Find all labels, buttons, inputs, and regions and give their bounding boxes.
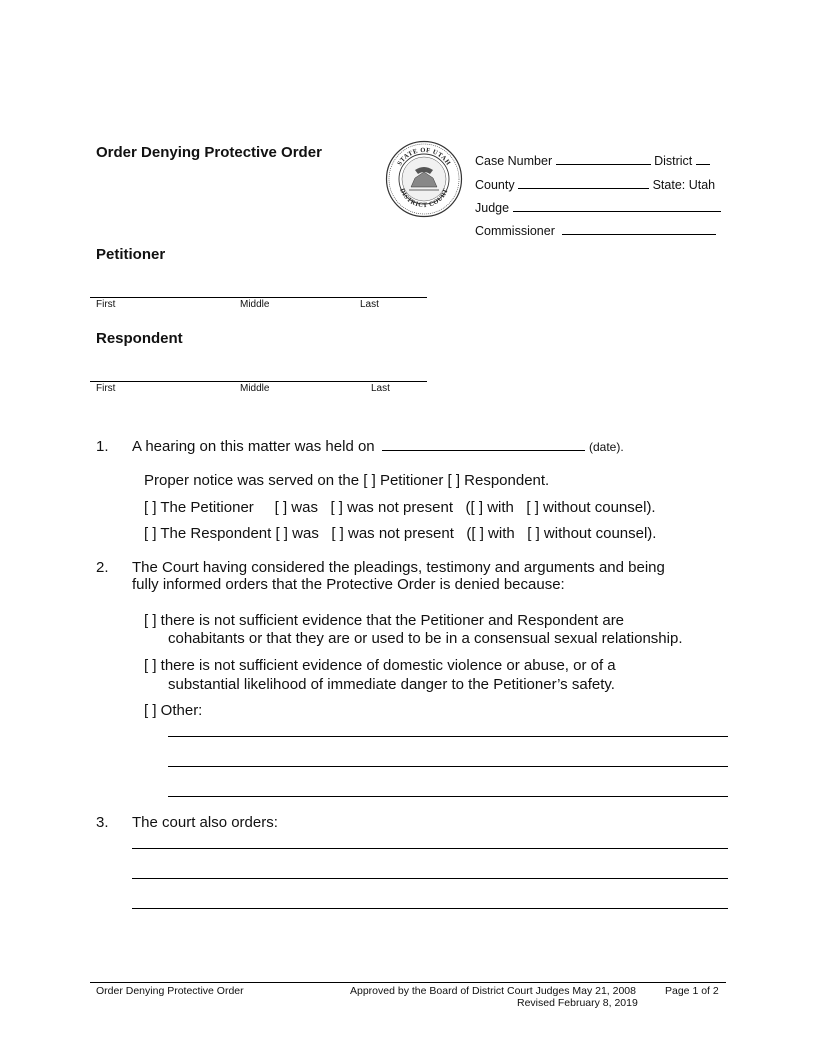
commissioner-field[interactable] [562,222,716,235]
respondent-heading: Respondent [96,330,183,347]
judge-field[interactable] [513,199,721,212]
hearing-date-label: (date). [589,440,624,454]
other-orders-line-3[interactable] [132,908,728,909]
item1-respondent-presence[interactable]: [ ] The Respondent [ ] was [ ] was not present ([ ] with [ ] without counsel). [144,525,657,542]
commissioner-row [475,222,716,238]
petitioner-middle-label: Middle [240,299,270,310]
item2-line1: The Court having considered the pleadings, testimony and arguments and being [132,559,665,576]
item2-option-other[interactable]: [ ] Other: [144,702,203,719]
county-label: County [475,178,515,192]
respondent-last-label: Last [371,383,390,394]
state-label: State: Utah [652,178,716,192]
footer-divider [90,982,726,983]
footer-revised: Revised February 8, 2019 [517,997,638,1009]
item1-hearing-text: A hearing on this matter was held on [132,438,375,455]
district-field[interactable] [696,152,710,165]
respondent-first-label: First [96,383,116,394]
item1-notice: Proper notice was served on the [ ] Petitioner [ ] Respondent. [144,472,550,489]
utah-court-seal [385,140,463,218]
item3-text: The court also orders: [132,814,278,831]
other-orders-line-1[interactable] [132,848,728,849]
county-row [475,176,715,192]
item2-line2: fully informed orders that the Protective Order is denied because: [132,576,565,593]
case-number-row [475,152,710,168]
other-orders-line-2[interactable] [132,878,728,879]
other-reason-line-3[interactable] [168,796,728,797]
case-number-field[interactable] [556,152,651,165]
respondent-middle-label: Middle [240,383,270,394]
item2-number: 2. [96,559,109,576]
judge-label: Judge [475,201,510,215]
seal-top-text: STATE OF UTAH [396,146,452,167]
seal-bottom-text: DISTRICT COURT [398,187,450,210]
judge-row [475,199,721,215]
footer-page-number: Page 1 of 2 [665,985,719,997]
footer-approved: Approved by the Board of District Court Judges May 21, 2008 [350,985,636,997]
item1-petitioner-presence[interactable]: [ ] The Petitioner [ ] was [ ] was not present ([ ] with [ ] without counsel). [144,499,656,516]
item2-option-b-line2: substantial likelihood of immediate danger to the Petitioner’s safety. [168,676,615,693]
item1-hearing-line [132,438,624,455]
county-field[interactable] [518,176,649,189]
petitioner-name-line[interactable] [90,297,427,298]
item2-option-a-line2: cohabitants or that they are or used to be in a consensual sexual relationship. [168,630,683,647]
respondent-name-line[interactable] [90,381,427,382]
other-reason-line-2[interactable] [168,766,728,767]
case-number-label: Case Number [475,154,553,168]
petitioner-heading: Petitioner [96,246,166,263]
commissioner-label: Commissioner [475,224,555,238]
footer-form-name: Order Denying Protective Order [96,985,244,997]
petitioner-first-label: First [96,299,116,310]
item2-option-b-line1[interactable]: [ ] there is not sufficient evidence of domestic violence or abuse, or of a [144,657,616,674]
district-label: District [654,154,693,168]
item2-option-a-line1[interactable]: [ ] there is not sufficient evidence that the Petitioner and Respondent are [144,612,625,629]
hearing-date-field[interactable] [382,438,585,451]
document-title: Order Denying Protective Order [96,144,322,161]
other-reason-line-1[interactable] [168,736,728,737]
item3-number: 3. [96,814,109,831]
petitioner-last-label: Last [360,299,379,310]
item1-number: 1. [96,438,109,455]
